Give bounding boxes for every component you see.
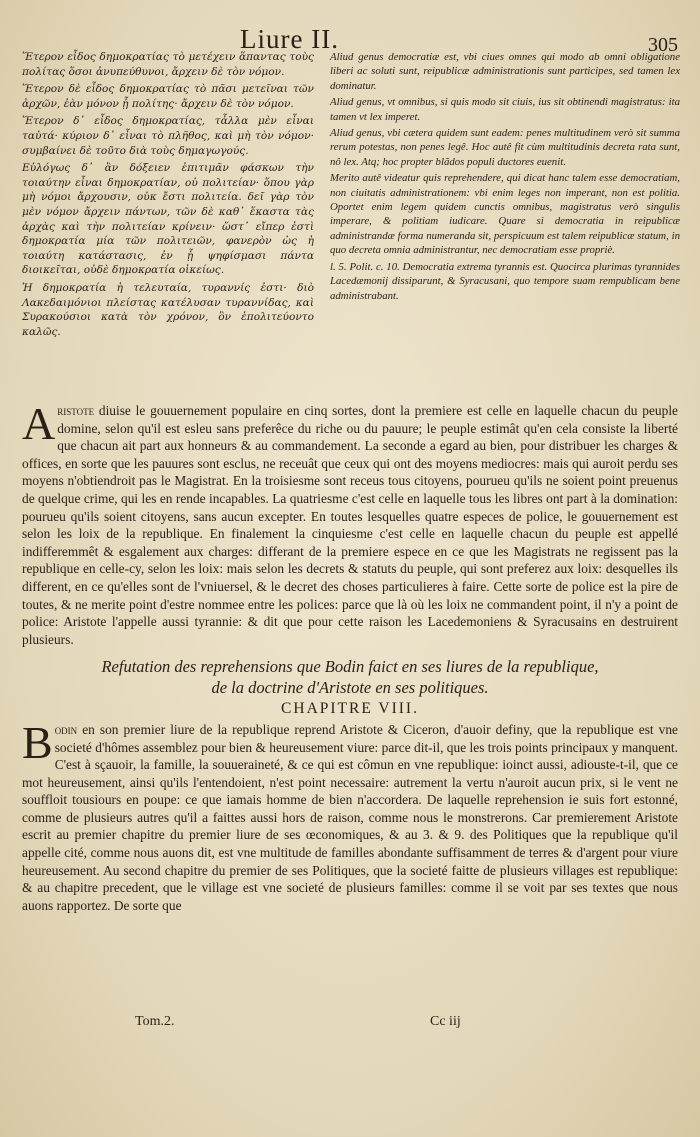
greek-paragraph: Ἕτερον δ᾽ εἶδος δημοκρατίας, τἆλλα μὲν εἶναι ταὐτά· κύριον δ᾽ εἶναι τὸ πλῆθος, καὶ μὴ τὸν νόμον· συμβαίνει δὲ τοῦτο διὰ τοὺς δημαγωγούς. — [22, 115, 314, 157]
section-title — [22, 656, 678, 698]
latin-paragraph: Merito autê videatur quis reprehendere, qui dicat hanc talem esse democratiam, non ciuitatis administrationem: vbi enim leges non imperant, non est politia. Oportet enim legem quidem cunctis omnibus, magistratus verò singulis imperare, & politiam iudicare. Quare si democratia in reipublicæ administrandæ forma numeranda sit, perspicuum est talem reipublicæ statum, in quo decreta omnia administrantur, nec democratiam esse propriè. — [330, 172, 680, 257]
section-title-line: de la doctrine d'Aristote en ses politiques. — [211, 678, 489, 698]
greek-paragraph: Εὐλόγως δ᾽ ἂν δόξειεν ἐπιτιμᾶν φάσκων τὴν τοιαύτην εἶναι δημοκρατίαν, οὐ πολιτείαν· ὅπου γὰρ μὴ νόμοι ἄρχουσιν, οὐκ ἔστι πολιτεία. δεῖ γὰρ τὸν μὲν νόμον ἄρχειν πάντων, τῶν δὲ καθ᾽ ἕκαστα τὰς ἀρχὰς καὶ τὴν πολιτείαν κρίνειν· ὥστ᾽ εἴπερ ἐστὶ δημοκρατία μία τῶν πολιτειῶν, φανερὸν ὡς ἡ τοιαύτη κατάστασις, ἐν ᾗ ψηφίσμασι πάντα διοικεῖται, οὐδὲ δημοκρατία οἰκείως. — [22, 162, 314, 277]
section-title-line: Refutation des reprehensions que Bodin faict en ses liures de la republique, — [101, 657, 599, 677]
greek-paragraph: Ἕτερον δὲ εἶδος δημοκρατίας τὸ πᾶσι μετεῖναι τῶν ἀρχῶν, ἐὰν μόνον ᾖ πολίτης· ἄρχειν δὲ τὸν νόμον. — [22, 83, 314, 110]
main-text — [22, 398, 678, 914]
drop-capital: A — [22, 398, 56, 449]
latin-paragraph: Aliud genus democratiæ est, vbi ciues omnes qui modo ab omni obligatione liberi ac soluti sunt, reipublicæ administrationis sunt participes, sed tamen lex dominatur. — [330, 51, 680, 92]
greek-quotation-column — [22, 50, 314, 342]
gathering-signature: Cc iij — [430, 1014, 461, 1029]
latin-translation-column — [330, 50, 680, 305]
greek-paragraph: Ἕτερον εἶδος δημοκρατίας τὸ μετέχειν ἅπαντας τοὺς πολίτας ὅσοι ἀνυπεύθυνοι, ἄρχειν δὲ τὸν νόμον. — [22, 51, 314, 78]
page-footer — [0, 1014, 700, 1034]
opening-word: odin — [54, 721, 78, 737]
latin-paragraph: Aliud genus, vbi cætera quidem sunt eadem: penes multitudinem verò sit summa rerum potestas, non penes legê. Hoc autê fit cùm multitudinis decreta rata sunt, nô lex. Atq; hoc propter blãdos populi ductores euenit. — [330, 127, 680, 168]
latin-paragraph: l. 5. Polit. c. 10. Democratia extrema tyrannis est. Quocirca plurimas tyrannides Lacedæmonij dissiparunt, & Syracusani, quo tempore suam rempublicam bene administrabant. — [330, 260, 680, 302]
greek-paragraph: Ἡ δημοκρατία ἡ τελευταία, τυραννίς ἐστι· διὸ Λακεδαιμόνιοι πλείστας κατέλυσαν τυραννίδας, καὶ Συρακούσιοι κατὰ τὸν χρόνον, ὃν ἐπολιτεύοντο καλῶς. — [22, 281, 314, 338]
drop-capital: B — [22, 716, 53, 768]
opening-word: ristote — [57, 403, 95, 418]
running-title: Liure II. — [240, 24, 339, 54]
page-number: 305 — [648, 34, 678, 56]
aristote-paragraph — [22, 398, 678, 648]
latin-paragraph: Aliud genus, vt omnibus, si quis modo sit ciuis, ius sit obtinendi magistratus: ita tamen vt lex imperet. — [330, 96, 680, 123]
volume-signature: Tom.2. — [135, 1014, 175, 1029]
chapter-heading: CHAPITRE VIII. — [281, 700, 419, 718]
paragraph-text: diuise le gouuernement populaire en cinq sortes, dont la premiere est celle en laquelle chacun du peuple domine, selon qu'il est esleu sans preferêce du riche ou du pauure; le peuple estimât qu'en cela consiste la liberté que chacun ait part aux honneurs & au commandement. La seconde a egard au bien, pour distribuer les charges & offices, en sorte que les pauures sont esclus, ne receuât que ceux qui ont des moyens mediocres: mais qui auroit perdu ses moyens n'obtiendroit pas le Magistrat. En la troisiesme sont receus tous citoyens, pourueu qu'ils ne soient point preuenus de quelque crime, qui les en rende incapables. La quatriesme c'est celle en laquelle tous les libres ont part à la domination: pourueu qu'ils soient citoyens, sans aucun excepter. En toutes lesquelles quatre especes de police, le gouuernement est selon les loix de la republique. En finalement la cinquiesme c'est celle en laquelle chacun du peuple est appellé indifferemmêt & esgalement aux charges: differant de la premiere espece en ce que les Magistrats ne regissent pas la republique en celle-cy, selon les loix: mais selon les decrets & statuts du peuple, qui sont preferez aux loix: desquelles ils different, en ce qu'elles sont de l'vniuersel, & le decret des choses particulieres à faire. Cette sorte de police est la pire de toutes, & ne merite point d'estre nommee entre les polices: parce que là où les loix ne commandent point, il n'y a point de police: Aristote l'appelle aussi tyrannie: & dit que pour cette raison les Lacedemoniens & Syracusains en destruirent plusieurs. — [22, 403, 678, 647]
bodin-paragraph — [22, 716, 678, 915]
paragraph-text: en son premier liure de la republique reprend Aristote & Ciceron, d'auoir definy, que la republique est vne societé d'hômes assemblez pour bien & heureusement viure: parce dit-il, que les trois points principaux y manquent. C'est à sçauoir, la famille, la souueraineté, & ce qui est cômun en vne republique: ioinct aussi, adiouste-t-il, que ce mot heureusement, ainsi qu'ils l'entendoient, n'est point necessaire: autrement la vertu n'auroit aucun prix, si le vent ne souffloit tousiours en poupe: ce que iamais homme de bien n'accordera. De laquelle reprehension ie suis fort estonné, comme de plusieurs autres qu'il a faittes aussi hors de raison, comme nous le monstrerons. Car premierement Aristote escrit au premier chapitre du premier liure de ses œconomiques, & au 3. & 9. des Politiques que la republique qu'il appelle cité, comme nous auons dit, est vne multitude de familles abondante suffisamment de terres & d'argent pour viure heureusement. Au second chapitre du premier de ses Politiques, que la societé faitte de plusieurs villages est republique: & au chapitre precedent, que le village est vne societé de plusieurs familles: comme il se voit par ses textes que nous auons rapportez. De sorte que — [22, 721, 678, 913]
